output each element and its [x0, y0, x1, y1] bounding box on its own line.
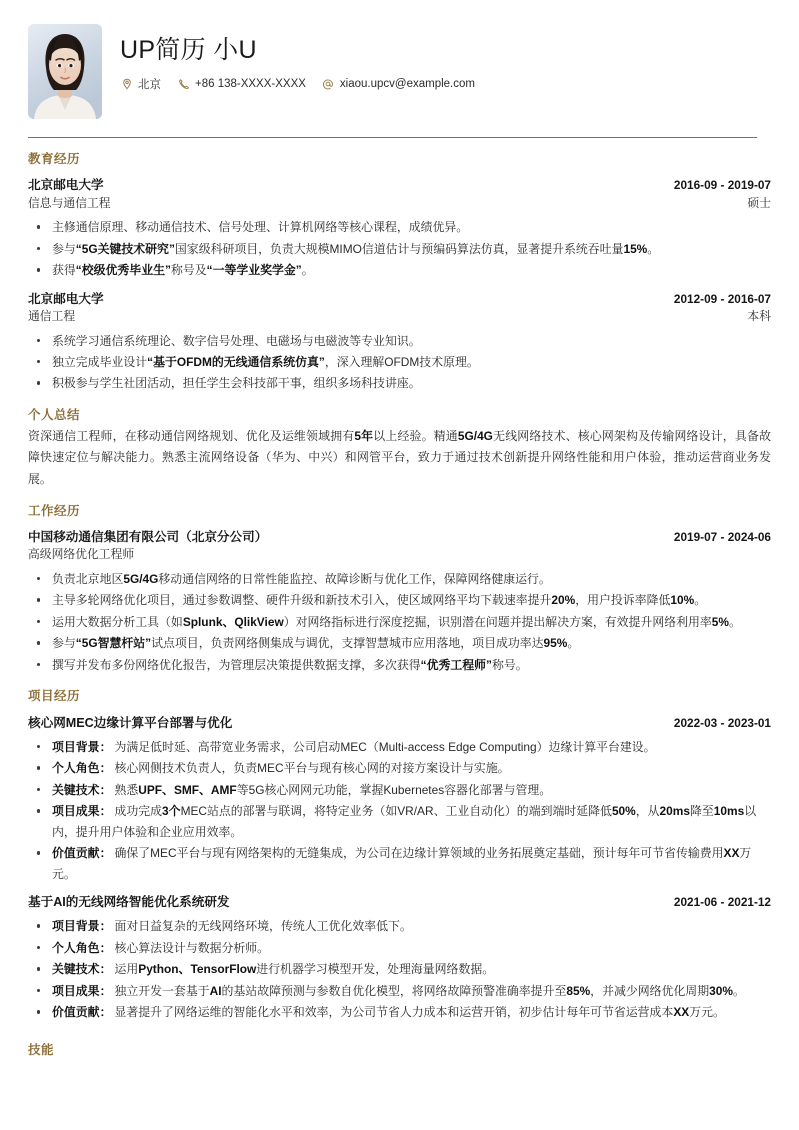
bullet-item: 运用大数据分析工具（如Splunk、QlikView）对网络指标进行深度挖掘，识别潜在问题并提出解决方案，有效提升网络利用率5%。 [28, 612, 771, 632]
section-title-education: 教育经历 [28, 152, 81, 166]
contact-row [120, 76, 771, 92]
education-major: 信息与通信工程 [28, 195, 111, 210]
bullet-label: 个人角色： [52, 940, 112, 955]
bullet-label: 关键技术： [52, 962, 112, 977]
bullet-item: 参与“5G关键技术研究”国家级科研项目，负责大规模MIMO信道估计与预编码算法仿真，显著提升系统吞吐量15%。 [28, 239, 771, 259]
bullet-item: 参与“5G智慧杆站”试点项目，负责网络侧集成与调优，支撑智慧城市应用落地，项目成功率达95%。 [28, 633, 771, 653]
project-bullets [28, 916, 771, 1022]
section-title-summary: 个人总结 [28, 407, 81, 422]
bullet-item: 价值贡献： 显著提升了网络运维的智能化水平和效率，为公司节省人力成本和运营开销，初步估计每年可节省运营成本XX万元。 [28, 1002, 771, 1022]
education-school: 北京邮电大学 [28, 291, 104, 306]
education-major: 通信工程 [28, 308, 76, 323]
project-dates: 2021-06 - 2021-12 [673, 895, 771, 910]
education-entry [28, 290, 771, 394]
resume-header [28, 24, 771, 123]
section-title-skills: 技能 [28, 1042, 55, 1057]
section-skills [28, 1042, 771, 1058]
contact-email-value: xiaou.upcv@example.com [339, 77, 475, 90]
bullet-item: 项目背景： 面对日益复杂的无线网络环境，传统人工优化效率低下。 [28, 916, 771, 936]
bullet-item: 获得“校级优秀毕业生”称号及“一等学业奖学金”。 [28, 260, 771, 280]
bullet-item: 积极参与学生社团活动，担任学生会科技部干事，组织多场科技讲座。 [28, 373, 771, 393]
education-degree: 硕士 [747, 195, 771, 210]
contact-location [120, 76, 161, 92]
location-pin-icon [120, 77, 133, 90]
person-name: UP简历 小U [120, 36, 257, 64]
work-bullets [28, 569, 771, 675]
bullet-item: 项目背景： 为满足低时延、高带宽业务需求，公司启动MEC（Multi-access Edge Computing）边缘计算平台建设。 [28, 737, 771, 757]
bullet-item: 项目成果： 成功完成3个MEC站点的部署与联调，将特定业务（如VR/AR、工业自动化）的端到端时延降低50%，从20ms降至10ms以内，提升用户体验和企业应用效率。 [28, 801, 771, 842]
project-entry [28, 714, 771, 885]
bullet-label: 价值贡献： [52, 846, 112, 861]
education-entry [28, 176, 771, 280]
education-dates: 2012-09 - 2016-07 [673, 291, 771, 306]
work-entry [28, 528, 771, 675]
bullet-item: 个人角色： 核心网侧技术负责人，负责MEC平台与现有核心网的对接方案设计与实施。 [28, 758, 771, 778]
bullet-label: 个人角色： [52, 761, 112, 776]
section-title-work: 工作经历 [28, 503, 81, 518]
bullet-label: 项目成果： [52, 983, 112, 998]
bullet-item: 撰写并发布多份网络优化报告，为管理层决策提供数据支撑，多次获得“优秀工程师”称号。 [28, 655, 771, 675]
bullet-label: 项目成果： [52, 804, 112, 819]
bullet-item: 系统学习通信系统理论、数字信号处理、电磁场与电磁波等专业知识。 [28, 331, 771, 351]
section-education [28, 151, 771, 394]
project-dates: 2022-03 - 2023-01 [673, 715, 771, 730]
avatar-photo [28, 24, 102, 119]
bullet-label: 关键技术： [52, 782, 112, 797]
bullet-item: 项目成果： 独立开发一套基于AI的基站故障预测与参数自优化模型，将网络故障预警准确率提升至85%，并减少网络优化周期30%。 [28, 981, 771, 1001]
project-name: 基于AI的无线网络智能优化系统研发 [28, 895, 230, 910]
education-bullets [28, 217, 771, 280]
phone-icon [177, 77, 190, 90]
education-school: 北京邮电大学 [28, 178, 104, 193]
identity-block [120, 24, 771, 92]
education-dates: 2016-09 - 2019-07 [673, 178, 771, 193]
contact-phone [177, 77, 306, 90]
header-divider [28, 137, 757, 138]
work-company: 中国移动通信集团有限公司（北京分公司） [28, 530, 268, 544]
summary-paragraph: 资深通信工程师，在移动通信网络规划、优化及运维领域拥有5年以上经验。精通5G/4G无线网络技术、核心网架构及传输网络设计，具备故障快速定位与解决能力。熟悉主流网络设备（华为、中兴）和网管平台，致力于通过技术创新提升网络性能和用户体验，推动运营商业务发展。 [28, 429, 771, 486]
project-entry [28, 893, 771, 1023]
project-name: 核心网MEC边缘计算平台部署与优化 [28, 715, 233, 730]
bullet-item: 主导多轮网络优化项目，通过参数调整、硬件升级和新技术引入，使区域网络平均下载速率提升20%，用户投诉率降低10%。 [28, 590, 771, 610]
bullet-item: 个人角色： 核心算法设计与数据分析师。 [28, 938, 771, 958]
project-bullets [28, 737, 771, 884]
contact-phone-value: +86 138-XXXX-XXXX [195, 77, 306, 90]
section-projects [28, 688, 771, 1022]
contact-email [322, 77, 475, 90]
education-degree: 本科 [747, 308, 771, 323]
bullet-item: 关键技术： 熟悉UPF、SMF、AMF等5G核心网网元功能，掌握Kubernetes容器化部署与管理。 [28, 780, 771, 800]
bullet-label: 项目背景： [52, 919, 112, 934]
bullet-item: 主修通信原理、移动通信技术、信号处理、计算机网络等核心课程，成绩优异。 [28, 217, 771, 237]
section-work [28, 503, 771, 676]
bullet-item: 价值贡献： 确保了MEC平台与现有网络架构的无缝集成，为公司在边缘计算领域的业务拓展奠定基础，预计每年可节省传输费用XX万元。 [28, 843, 771, 884]
education-bullets [28, 331, 771, 394]
work-role: 高级网络优化工程师 [28, 547, 135, 562]
bullet-item: 独立完成毕业设计“基于OFDM的无线通信系统仿真”，深入理解OFDM技术原理。 [28, 352, 771, 372]
bullet-item: 关键技术： 运用Python、TensorFlow进行机器学习模型开发，处理海量网络数据。 [28, 959, 771, 979]
work-dates: 2019-07 - 2024-06 [673, 530, 771, 544]
bullet-label: 项目背景： [52, 739, 112, 754]
contact-location-value: 北京 [138, 78, 161, 91]
bullet-item: 负责北京地区5G/4G移动通信网络的日常性能监控、故障诊断与优化工作，保障网络健康运行。 [28, 569, 771, 589]
email-at-icon [322, 77, 335, 90]
section-title-projects: 项目经历 [28, 689, 81, 704]
section-summary [28, 407, 771, 490]
bullet-label: 价值贡献： [52, 1005, 112, 1020]
